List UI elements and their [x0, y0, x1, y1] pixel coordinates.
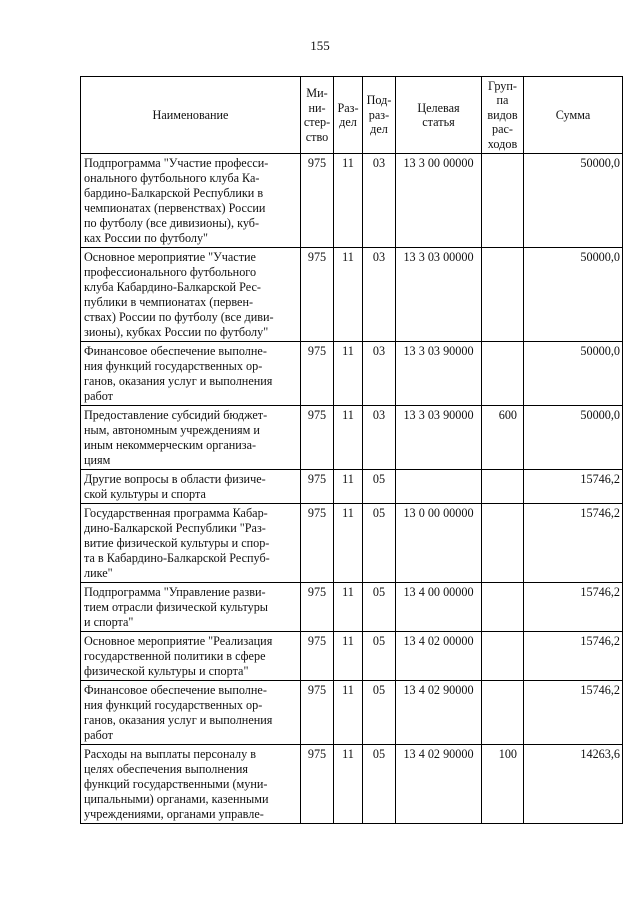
cell-group: [482, 583, 524, 632]
budget-table: [80, 76, 623, 824]
cell-sum: 15746,2: [524, 632, 623, 681]
header-target: Целевая статья: [396, 77, 482, 154]
cell-target: 13 3 03 90000: [396, 342, 482, 406]
header-sum: Сумма: [524, 77, 623, 154]
cell-section: 11: [334, 406, 363, 470]
cell-target: 13 4 02 90000: [396, 745, 482, 824]
cell-ministry: 975: [301, 632, 334, 681]
table-row: [81, 632, 623, 681]
cell-ministry: 975: [301, 504, 334, 583]
cell-target: 13 3 00 00000: [396, 154, 482, 248]
cell-name: Финансовое обеспечение выполне- ния функций государственных ор- ганов, оказания услуг и выполнения работ: [81, 342, 301, 406]
cell-group: [482, 632, 524, 681]
cell-target: [396, 470, 482, 504]
cell-ministry: 975: [301, 745, 334, 824]
cell-subsection: 03: [363, 248, 396, 342]
cell-group: [482, 154, 524, 248]
cell-group: 600: [482, 406, 524, 470]
cell-ministry: 975: [301, 406, 334, 470]
header-section: Раз- дел: [334, 77, 363, 154]
cell-section: 11: [334, 470, 363, 504]
header-group: Груп- па видов рас- ходов: [482, 77, 524, 154]
cell-name: Основное мероприятие "Реализация государственной политики в сфере физической культуры и спорта": [81, 632, 301, 681]
cell-section: 11: [334, 681, 363, 745]
table-row: [81, 406, 623, 470]
cell-subsection: 05: [363, 681, 396, 745]
cell-group: [482, 681, 524, 745]
cell-group: [482, 470, 524, 504]
cell-target: 13 0 00 00000: [396, 504, 482, 583]
cell-name: Подпрограмма "Управление разви- тием отрасли физической культуры и спорта": [81, 583, 301, 632]
cell-section: 11: [334, 745, 363, 824]
cell-target: 13 4 02 00000: [396, 632, 482, 681]
header-subsection: Под- раз- дел: [363, 77, 396, 154]
cell-target: 13 4 02 90000: [396, 681, 482, 745]
cell-section: 11: [334, 504, 363, 583]
cell-group: 100: [482, 745, 524, 824]
table-row: [81, 681, 623, 745]
cell-subsection: 05: [363, 632, 396, 681]
cell-subsection: 05: [363, 583, 396, 632]
cell-name: Расходы на выплаты персоналу в целях обеспечения выполнения функций государственными (муни- ципальными) органами, казенными учреждениями, органами управле-: [81, 745, 301, 824]
cell-sum: 15746,2: [524, 470, 623, 504]
cell-ministry: 975: [301, 681, 334, 745]
cell-section: 11: [334, 342, 363, 406]
cell-name: Основное мероприятие "Участие профессионального футбольного клуба Кабардино-Балкарской Рес- публики в чемпионатах (первен- ствах) России по футболу (все диви- зионы), кубках России по футболу": [81, 248, 301, 342]
table-header-row: [81, 77, 623, 154]
page-number: 155: [310, 38, 330, 53]
table-row: [81, 583, 623, 632]
cell-name: Другие вопросы в области физиче- ской культуры и спорта: [81, 470, 301, 504]
header-name: Наименование: [81, 77, 301, 154]
cell-section: 11: [334, 248, 363, 342]
cell-sum: 15746,2: [524, 583, 623, 632]
cell-subsection: 03: [363, 342, 396, 406]
cell-target: 13 3 03 90000: [396, 406, 482, 470]
cell-ministry: 975: [301, 154, 334, 248]
cell-group: [482, 248, 524, 342]
table-row: [81, 504, 623, 583]
cell-section: 11: [334, 583, 363, 632]
cell-subsection: 03: [363, 406, 396, 470]
table-row: [81, 248, 623, 342]
cell-ministry: 975: [301, 470, 334, 504]
table-row: [81, 745, 623, 824]
cell-section: 11: [334, 632, 363, 681]
table-row: [81, 342, 623, 406]
cell-name: Государственная программа Кабар- дино-Балкарской Республики "Раз- витие физической культуры и спор- та в Кабардино-Балкарской Респуб- лике": [81, 504, 301, 583]
cell-name: Предоставление субсидий бюджет- ным, автономным учреждениям и иным некоммерческим организа- циям: [81, 406, 301, 470]
cell-subsection: 03: [363, 154, 396, 248]
cell-sum: 15746,2: [524, 681, 623, 745]
cell-ministry: 975: [301, 583, 334, 632]
cell-sum: 50000,0: [524, 248, 623, 342]
cell-subsection: 05: [363, 745, 396, 824]
cell-subsection: 05: [363, 470, 396, 504]
cell-section: 11: [334, 154, 363, 248]
cell-sum: 14263,6: [524, 745, 623, 824]
cell-ministry: 975: [301, 342, 334, 406]
cell-subsection: 05: [363, 504, 396, 583]
cell-name: Подпрограмма "Участие професси- онального футбольного клуба Ка- бардино-Балкарской Республики в чемпионатах (первенствах) России по футболу (все дивизионы), куб- ках России по футболу": [81, 154, 301, 248]
cell-target: 13 3 03 00000: [396, 248, 482, 342]
cell-target: 13 4 00 00000: [396, 583, 482, 632]
header-ministry: Ми- ни- стер- ство: [301, 77, 334, 154]
cell-sum: 50000,0: [524, 342, 623, 406]
cell-sum: 50000,0: [524, 154, 623, 248]
cell-name: Финансовое обеспечение выполне- ния функций государственных ор- ганов, оказания услуг и выполнения работ: [81, 681, 301, 745]
cell-ministry: 975: [301, 248, 334, 342]
cell-group: [482, 342, 524, 406]
table-row: [81, 470, 623, 504]
cell-sum: 50000,0: [524, 406, 623, 470]
cell-group: [482, 504, 524, 583]
cell-sum: 15746,2: [524, 504, 623, 583]
table-row: [81, 154, 623, 248]
